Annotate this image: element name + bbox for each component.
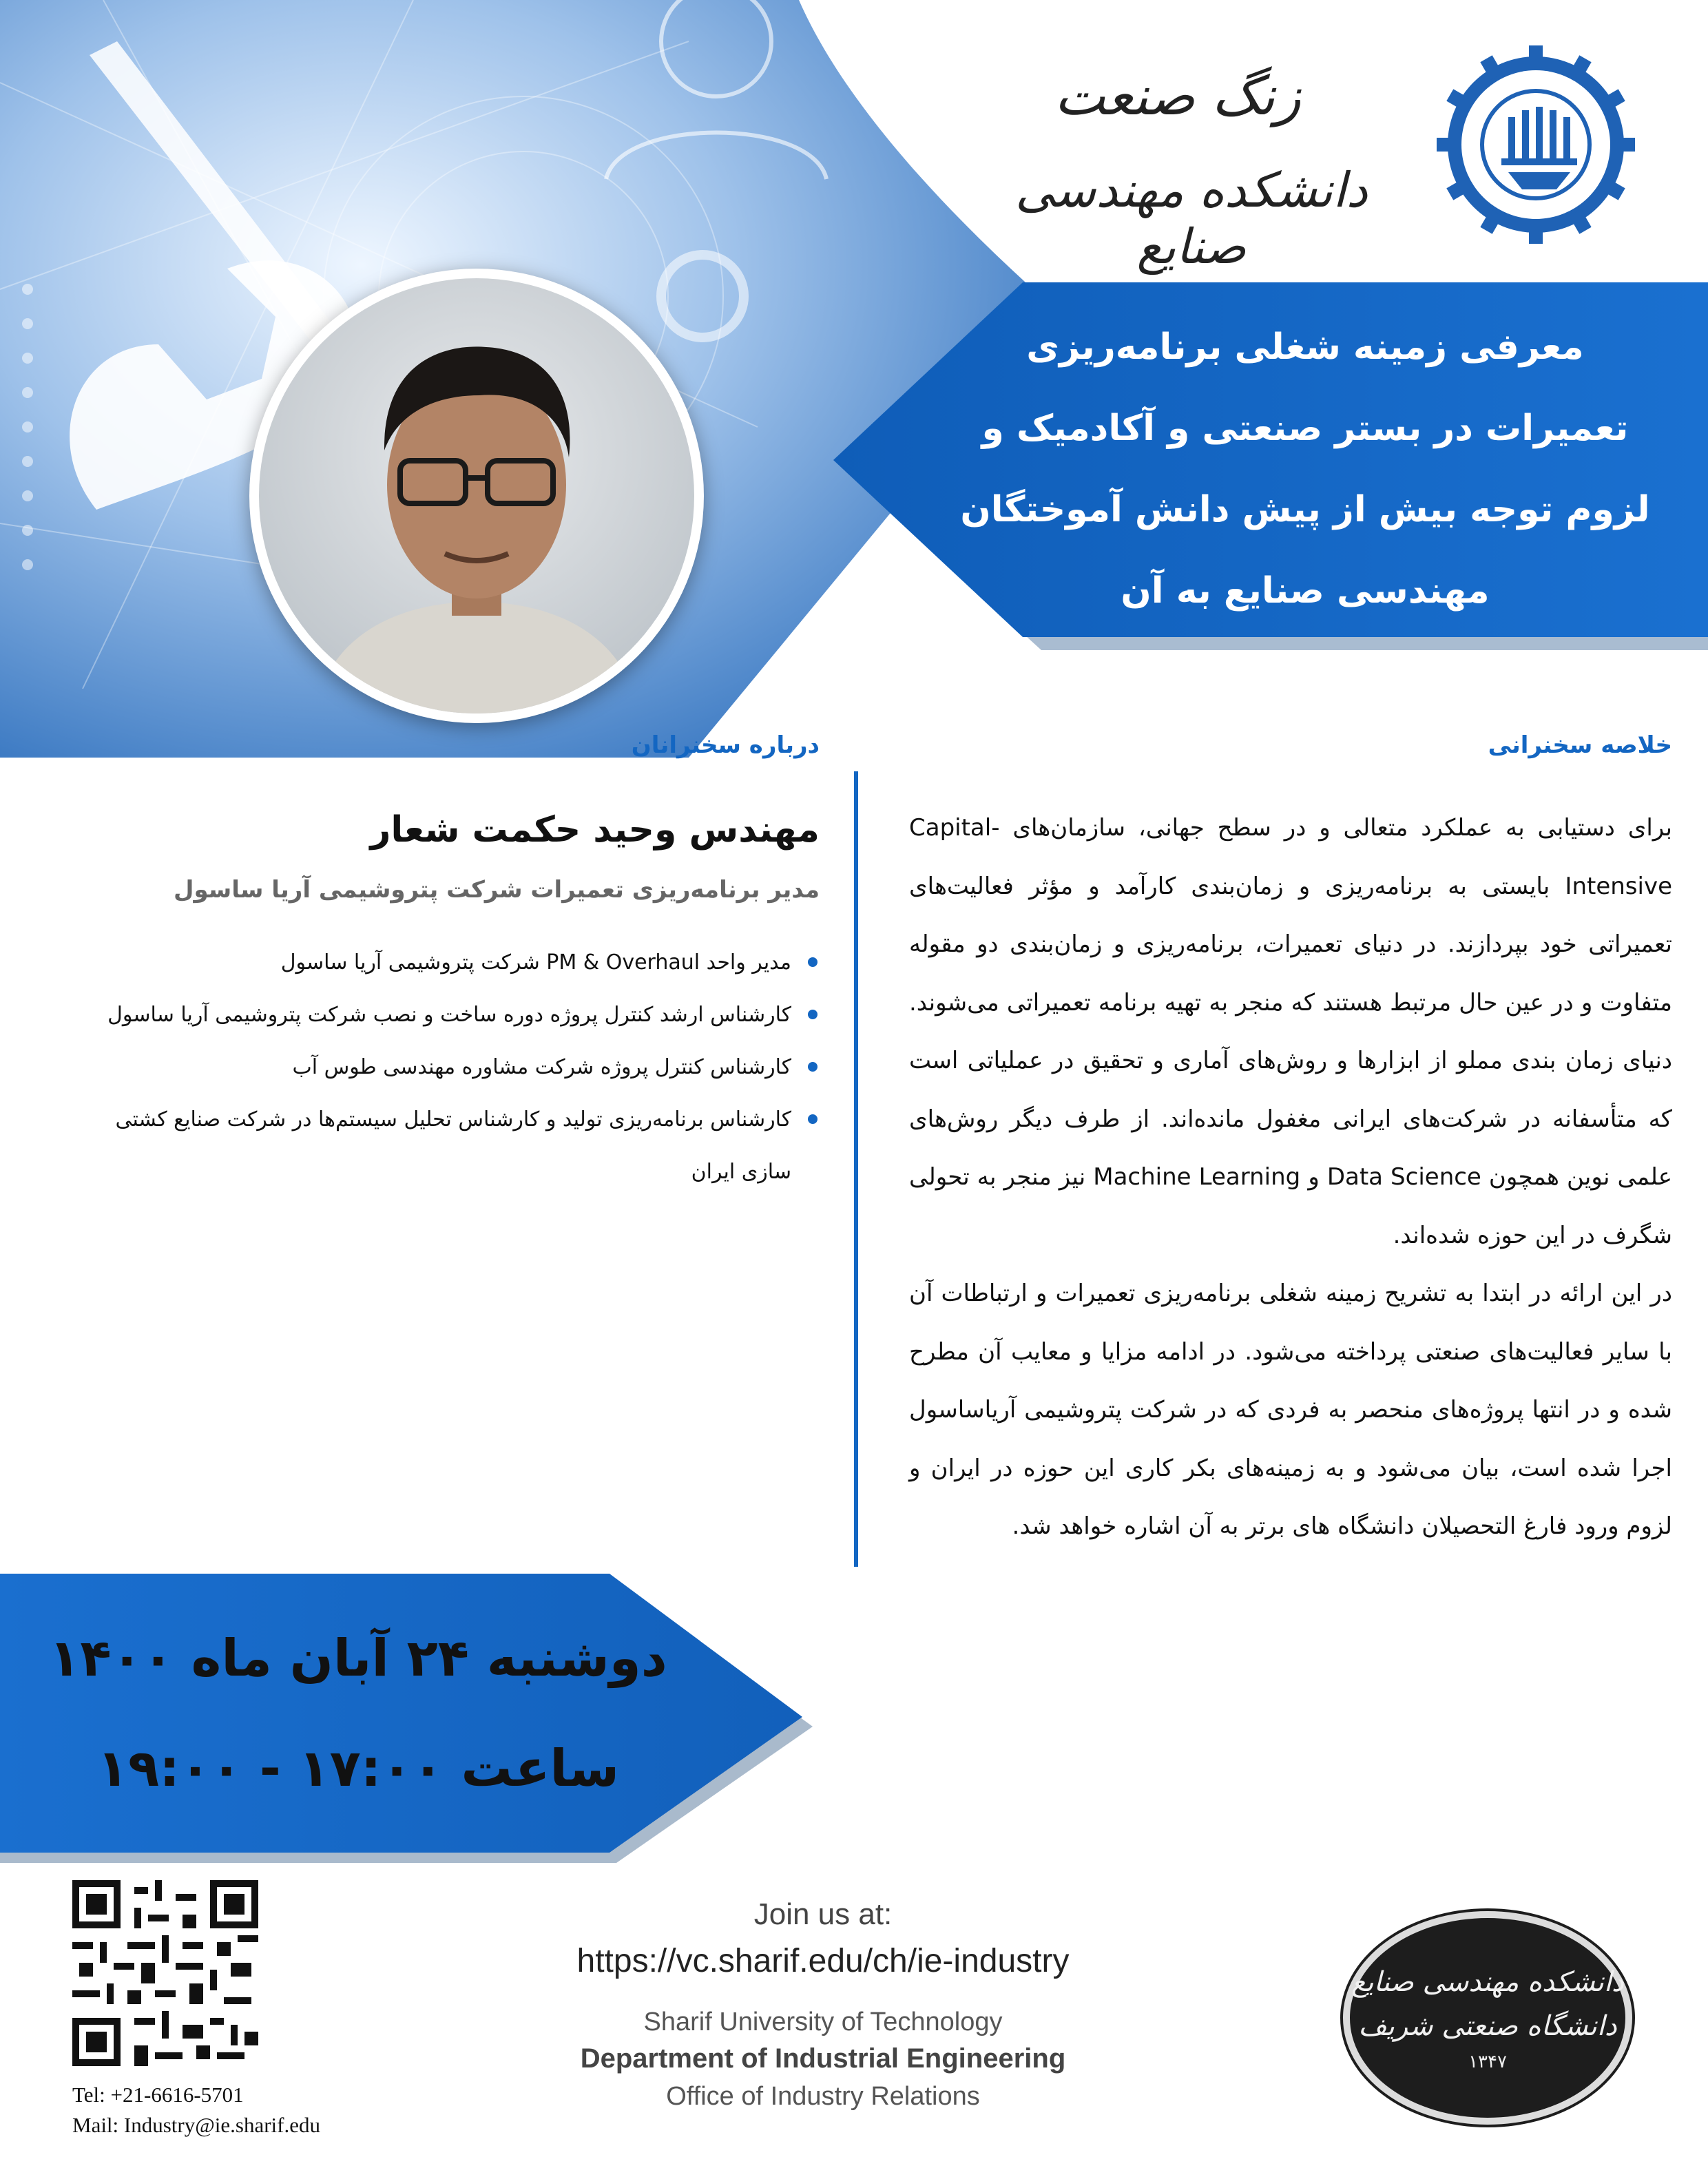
abstract-paragraph: در این ارائه در ابتدا به تشریح زمینه شغلی برنامه‌ریزی تعمیرات و ارتباطات آن با سایر فعالیت‌های صنعتی پرداخته می‌شود. در ادامه مزایا و معایب آن مطرح شده و در انتها پروژه‌های منحصر به فردی که در شرکت پتروشیمی آریاساسول اجرا شده است، بیان می‌شود و به زمینه‌های بکر کاری این حوزه در ایران و لزوم ورود فارغ التحصیلان دانشگاه های برتر به آن اشاره خواهد شد. xyxy=(909,1280,1672,1540)
speaker-photo xyxy=(249,269,704,723)
join-label: Join us at: xyxy=(753,1897,893,1931)
seal-line-1: دانشکده مهندسی صنایع xyxy=(1351,1966,1624,1998)
sharif-university-logo-icon xyxy=(1433,41,1639,248)
column-divider xyxy=(854,771,858,1567)
seal-year: ۱۳۴۷ xyxy=(1468,2052,1507,2072)
speaker-name: مهندس وحید حکمت شعار xyxy=(370,809,820,851)
department-seal-logo xyxy=(1343,1911,1632,2125)
abstract-paragraph: برای دستیابی به عملکرد متعالی و در سطح جهانی، سازمان‌های Capital-Intensive بایستی به برنامه‌ریزی و زمان‌بندی کارآمد و مؤثر فعالیت‌های تعمیراتی خود بپردازند. در دنیای تعمیرات، برنامه‌ریزی و زمان‌بندی دو مقوله متفاوت و در عین حال مرتبط هستند که منجر به تهیه برنامه تعمیراتی می‌شوند. دنیای زمان بندی مملو از ابزارها و روش‌های آماری و تحقیق در عملیاتی است که متأسفانه در شرکت‌های ایرانی مغفول مانده‌اند. از طرف دیگر روش‌های علمی نوین همچون Data Science و Machine Learning نیز منجر به تحولی شگرف در این حوزه شده‌اند. xyxy=(909,814,1673,1249)
meeting-link[interactable]: https://vc.sharif.edu/ch/ie-industry xyxy=(576,1943,1070,1979)
contact-info xyxy=(72,2080,320,2140)
abstract-heading: خلاصه سخنرانی xyxy=(1488,731,1672,759)
cv-item: کارشناس ارشد کنترل پروژه دوره ساخت و نصب شرکت پتروشیمی آریا ساسول xyxy=(65,989,823,1041)
university-name: Sharif University of Technology xyxy=(643,2008,1003,2036)
speaker-heading: درباره سخنرانان xyxy=(631,731,820,759)
topic-line: تعمیرات در بستر صنعتی و آکادمیک و xyxy=(981,408,1629,449)
office-name: Office of Industry Relations xyxy=(666,2082,980,2111)
qr-code-icon xyxy=(72,1880,258,2066)
cv-item: مدیر واحد PM & Overhaul شرکت پتروشیمی آریا ساسول xyxy=(65,937,823,989)
event-time: ساعت ۱۷:۰۰ - ۱۹:۰۰ xyxy=(97,1739,619,1798)
speaker-position: مدیر برنامه‌ریزی تعمیرات شرکت پتروشیمی آریا ساسول xyxy=(173,876,820,904)
contact-tel: Tel: +21-6616-5701 xyxy=(72,2083,244,2107)
contact-mail: Mail: Industry@ie.sharif.edu xyxy=(72,2113,320,2137)
department-name: Department of Industrial Engineering xyxy=(580,2043,1066,2074)
cv-item: کارشناس برنامه‌ریزی تولید و کارشناس تحلیل سیستم‌ها در شرکت صنایع کشتی سازی ایران xyxy=(65,1094,823,1198)
speaker-cv-list xyxy=(65,937,823,1198)
speaker-portrait-icon xyxy=(259,278,694,713)
abstract-text xyxy=(909,799,1672,1556)
topic-line: لزوم توجه بیش از پیش دانش آموختگان xyxy=(960,489,1650,530)
cv-item: کارشناس کنترل پروژه شرکت مشاوره مهندسی طوس آب xyxy=(65,1041,823,1094)
topic-line: معرفی زمینه شغلی برنامه‌ریزی xyxy=(1026,326,1584,368)
seal-line-2: دانشگاه صنعتی شریف xyxy=(1358,2010,1617,2042)
topic-line: مهندسی صنایع به آن xyxy=(1121,570,1490,612)
event-series-title: زنگ صنعت xyxy=(1054,65,1301,127)
date-banner xyxy=(0,1574,820,1863)
event-date: دوشنبه ۲۴ آبان ماه ۱۴۰۰ xyxy=(49,1629,667,1688)
talk-topic xyxy=(916,306,1694,632)
department-title: دانشکده مهندسی صنایع xyxy=(1015,162,1368,275)
